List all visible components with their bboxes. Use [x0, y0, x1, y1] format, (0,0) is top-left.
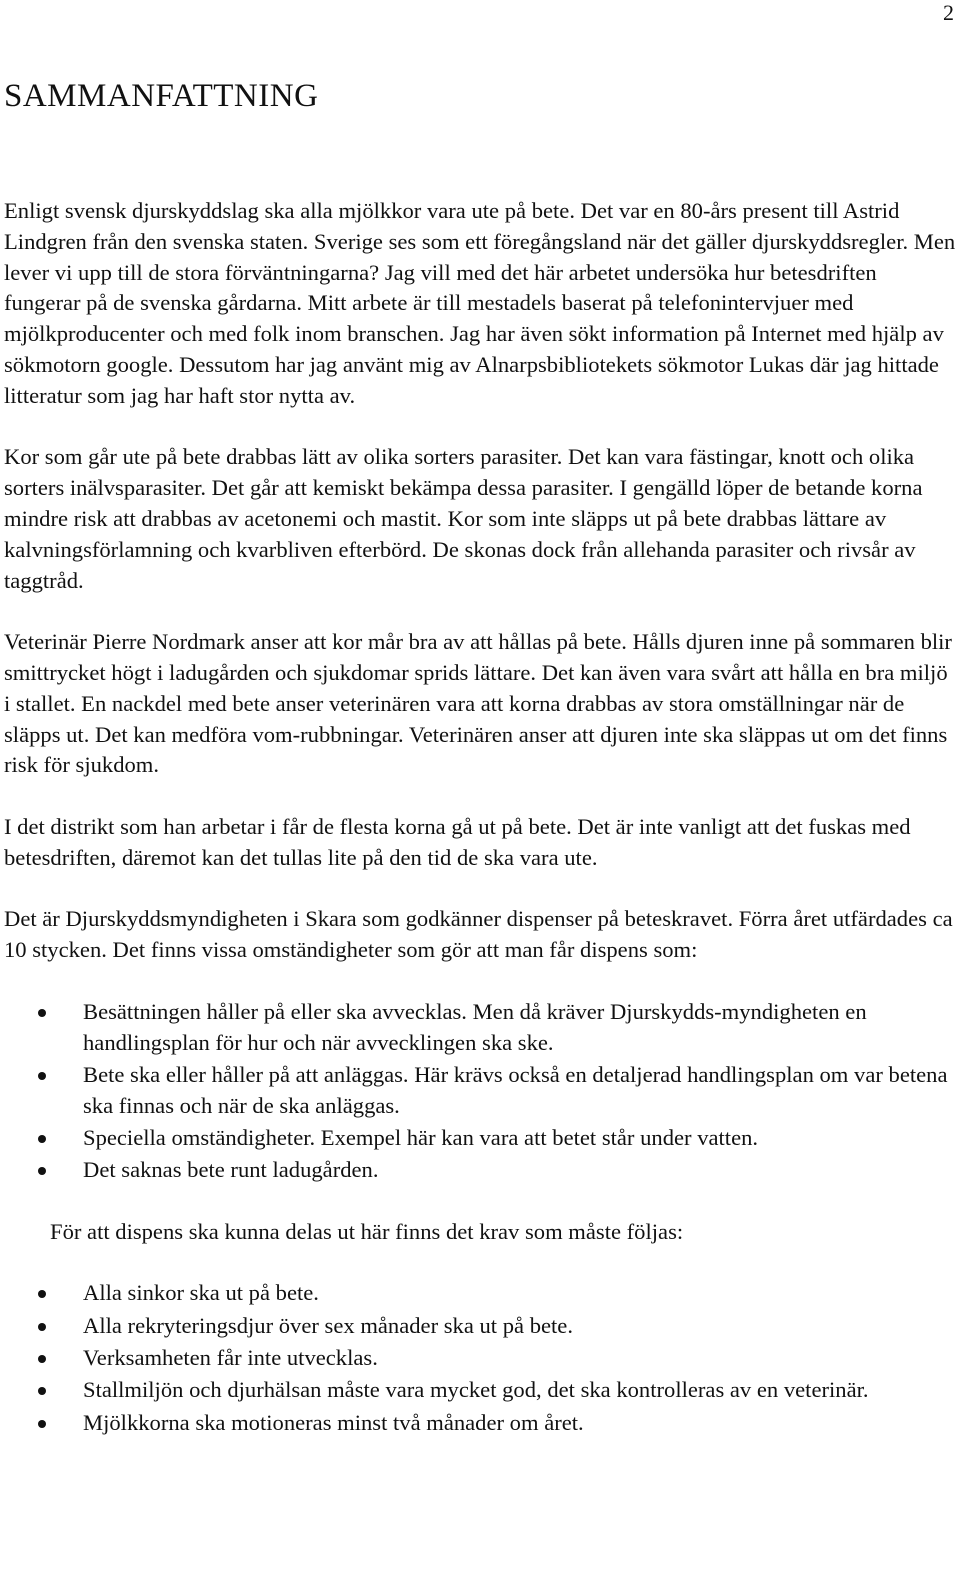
list-item — [4, 997, 956, 1059]
paragraph-introduction: Enligt svensk djurskyddslag ska alla mjölkkor vara ute på bete. Det var en 80-års present till Astrid Lindgren från den svenska staten. Sverige ses som ett föregångsland när det gäller djurskyddsregler. Men lever vi upp till de stora förväntningarna? Jag vill med det här arbetet undersöka hur betesdriften fungerar på de svenska gårdarna. Mitt arbete är till mestadels baserat på telefonintervjuer med mjölkproducenter och med folk inom branschen. Jag har även sökt information på Internet med hjälp av sökmotorn google. Dessutom har jag använt mig av Alnarpsbibliotekets sökmotor Lukas där jag hittade litteratur som jag har haft stor nytta av. — [4, 198, 956, 408]
bullet-icon — [38, 1167, 46, 1175]
list-item-text: Bete ska eller håller på att anläggas. Här krävs också en detaljerad handlingsplan om var betena ska finnas och när de ska anläggas. — [83, 1061, 948, 1118]
list-item-text: Mjölkkorna ska motioneras minst två månader om året. — [83, 1409, 584, 1435]
paragraph-parasites: Kor som går ute på bete drabbas lätt av olika sorters parasiter. Det kan vara fästingar, knott och olika sorters inälvsparasiter. Det går att kemiskt bekämpa dessa parasiter. I gengälld löper de betande korna mindre risk att drabbas av acetonemi och mastit. Kor som inte släpps ut på bete drabbas lättare av kalvningsförlamning och kvarbliven efterbörd. De skonas dock från allehanda parasiter och rivsår av taggtråd. — [4, 444, 923, 593]
list-item-text: Speciella omständigheter. Exempel här kan vara att betet står under vatten. — [83, 1124, 759, 1150]
paragraph-veterinarian: Veterinär Pierre Nordmark anser att kor mår bra av att hållas på bete. Hålls djuren inne på sommaren blir smittrycket högt i ladugården och sjukdomar sprids lättare. Det kan även vara svårt att hålla en bra miljö i stallet. En nackdel med bete anser veterinären vara att korna drabbas av stora omställningar när de släpps ut. Det kan medföra vom-rubbningar. Veterinären anser att djuren inte ska släppas ut om det finns risk för sjukdom. — [4, 629, 952, 778]
list-item — [4, 1155, 956, 1186]
bullet-icon — [38, 1323, 46, 1331]
document-body — [4, 196, 956, 1469]
bullet-icon — [38, 1387, 46, 1395]
dispensation-reasons-list — [4, 997, 956, 1186]
bullet-icon — [38, 1290, 46, 1298]
page-number: 2 — [943, 0, 954, 25]
list-item-text: Det saknas bete runt ladugården. — [83, 1157, 379, 1183]
paragraph-dispensation: Det är Djurskyddsmyndigheten i Skara som godkänner dispenser på beteskravet. Förra året utfärdades ca 10 stycken. Det finns vissa omständigheter som gör att man får dispens som: — [4, 906, 953, 963]
list-item — [4, 1408, 956, 1439]
paragraph-district: I det distrikt som han arbetar i får de flesta korna gå ut på bete. Det är inte vanligt att det fuskas med betesdriften, däremot kan det tullas lite på den tid de ska vara ute. — [4, 813, 911, 870]
list-item — [4, 1375, 956, 1406]
list-item-text: Besättningen håller på eller ska avvecklas. Men då kräver Djurskydds-myndigheten en handlingsplan för hur och när avvecklingen ska ske. — [83, 998, 867, 1055]
list-item-text: Alla sinkor ska ut på bete. — [83, 1280, 319, 1306]
list-item — [4, 1278, 956, 1309]
bullet-icon — [38, 1009, 46, 1017]
list-item — [4, 1123, 956, 1154]
bullet-icon — [38, 1135, 46, 1143]
dispensation-requirements-list — [4, 1278, 956, 1438]
list-item — [4, 1060, 956, 1122]
bullet-icon — [38, 1420, 46, 1428]
list-item-text: Alla rekryteringsdjur över sex månader ska ut på bete. — [83, 1312, 573, 1338]
bullet-icon — [38, 1072, 46, 1080]
page-title: SAMMANFATTNING — [4, 78, 319, 114]
list-item-text: Stallmiljön och djurhälsan måste vara mycket god, det ska kontrolleras av en veterinär. — [83, 1377, 869, 1403]
list-item-text: Verksamheten får inte utvecklas. — [83, 1344, 378, 1370]
list-item — [4, 1343, 956, 1374]
paragraph-requirements-intro: För att dispens ska kunna delas ut här finns det krav som måste följas: — [50, 1218, 684, 1244]
bullet-icon — [38, 1355, 46, 1363]
list-item — [4, 1311, 956, 1342]
